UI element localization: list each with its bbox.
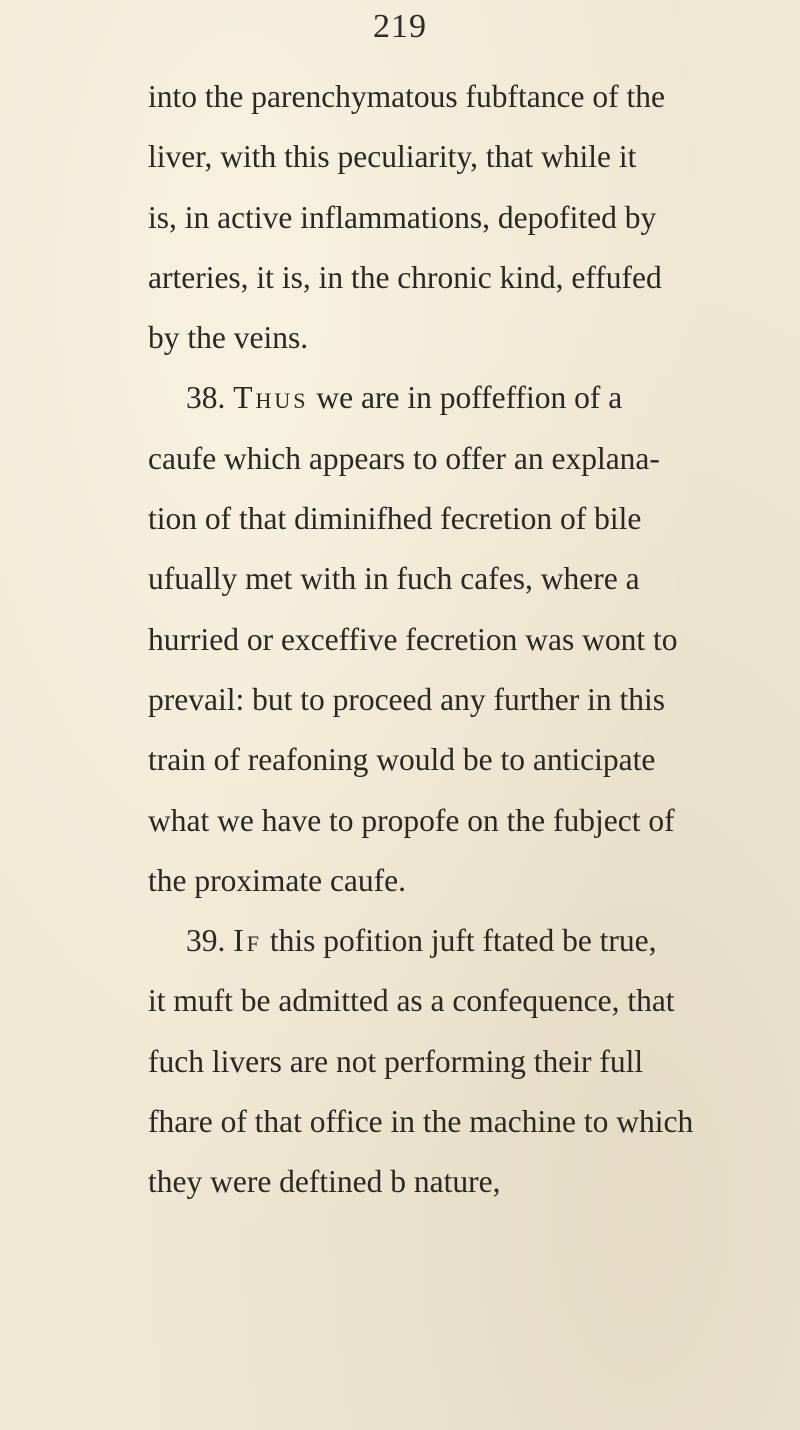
text-line: prevail: but to proceed any further in this (148, 681, 665, 717)
text-line: it muft be admitted as a confequence, that (148, 983, 675, 1019)
text-line: hurried or exceffive fecretion was wont to (148, 621, 678, 657)
text-line: train of reafoning would be to anticipate (148, 742, 656, 778)
paragraph-start-38 (148, 368, 788, 428)
text-line: liver, with this peculiarity, that while it (148, 139, 637, 175)
text-line: ufually met with in fuch cafes, where a (148, 561, 640, 597)
text-line-rest: we are in poffeffion of a (316, 380, 623, 416)
paragraph-lead-word: If (233, 923, 262, 959)
text-line: caufe which appears to offer an explana- (148, 440, 660, 476)
text-line: fhare of that office in the machine to which (148, 1104, 694, 1140)
text-line: arteries, it is, in the chronic kind, effufed (148, 259, 662, 295)
paragraph-number: 39. (186, 923, 226, 959)
page-number: 219 (373, 8, 427, 45)
text-line: they were deftined b nature, (148, 1164, 501, 1200)
body-text (148, 67, 788, 1213)
paragraph-start-39 (148, 911, 788, 971)
text-line: by the veins. (148, 320, 309, 356)
text-line: tion of that diminifhed fecretion of bile (148, 501, 642, 537)
text-line: fuch livers are not performing their full (148, 1043, 644, 1079)
text-line: what we have to propofe on the fubject of (148, 802, 675, 838)
text-line: is, in active inflammations, depofited by (148, 199, 657, 235)
text-line-rest: this pofition juft ftated be true, (269, 923, 657, 959)
paragraph-number: 38. (186, 380, 226, 416)
text-line: the proximate caufe. (148, 862, 406, 898)
text-line: into the parenchymatous fubftance of the (148, 79, 665, 114)
paragraph-lead-word: Thus (233, 380, 309, 416)
